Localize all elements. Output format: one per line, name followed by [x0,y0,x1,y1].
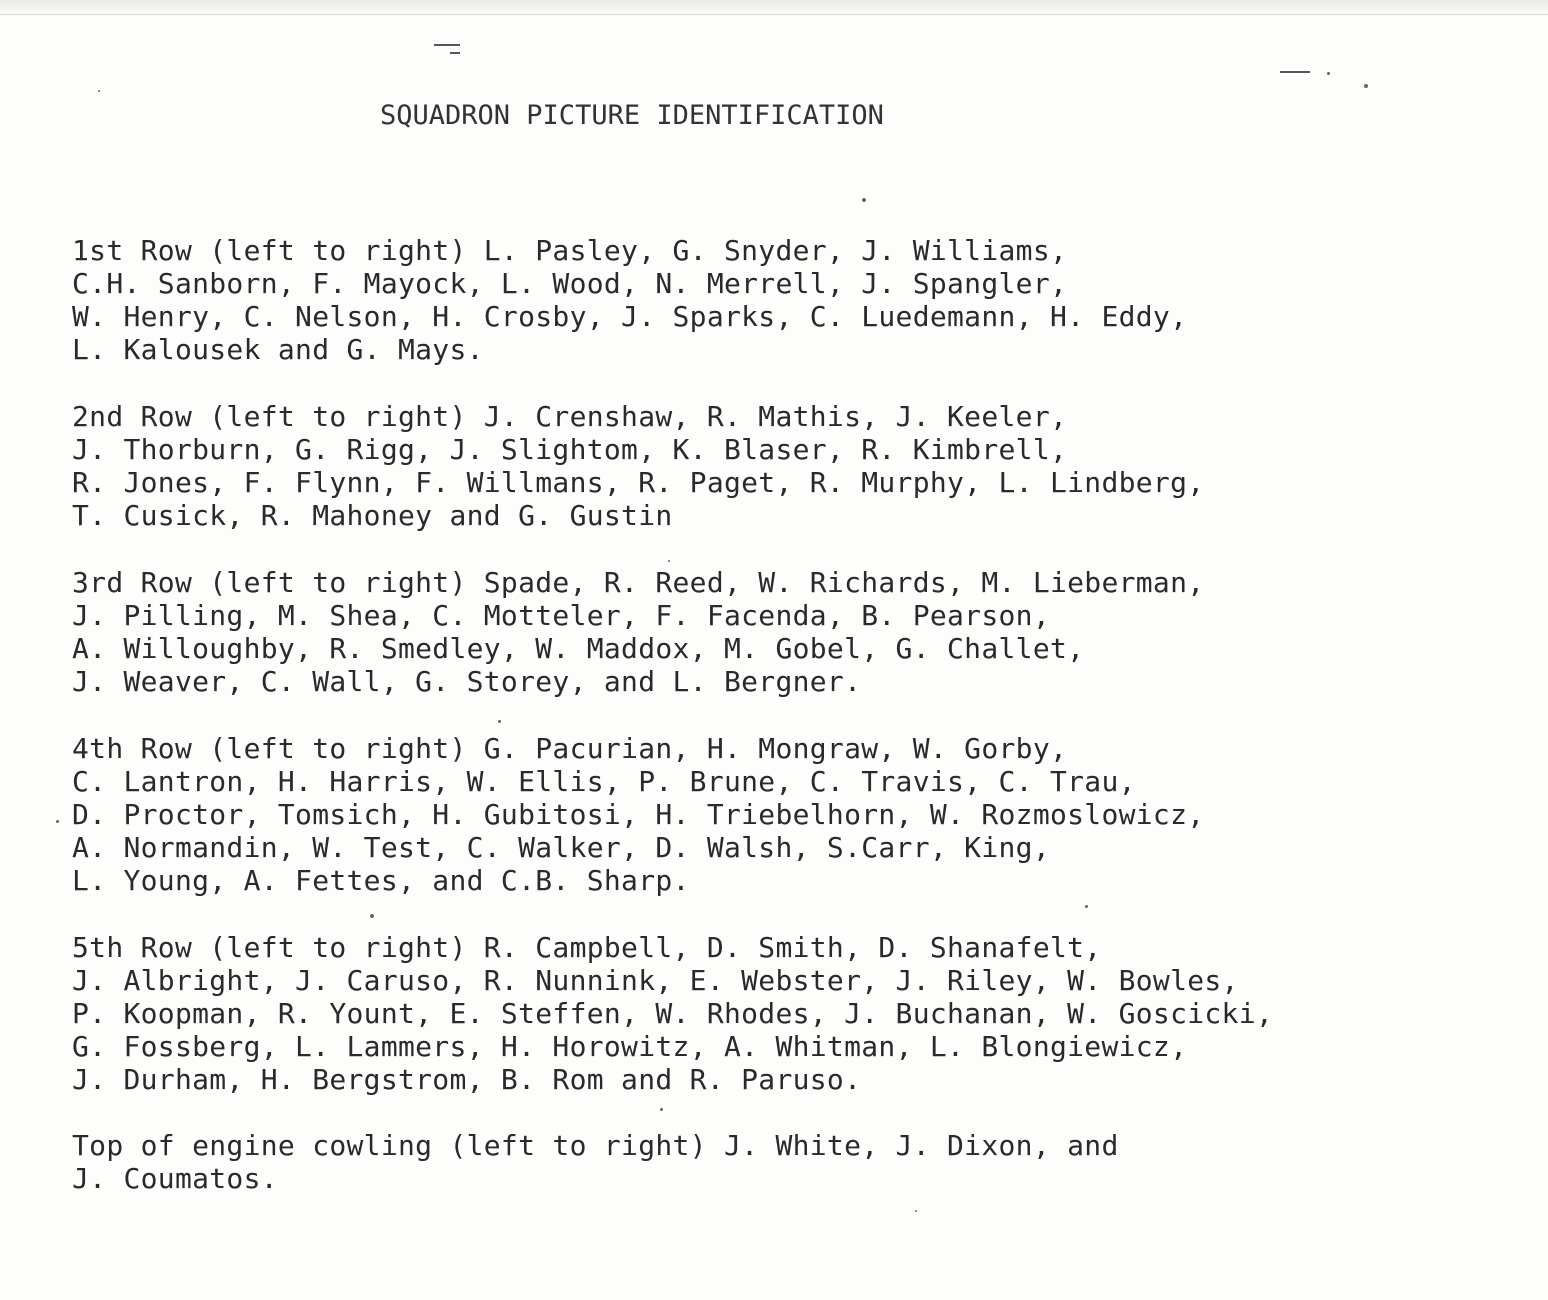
text-line: L. Young, A. Fettes, and C.B. Sharp. [72,864,690,897]
speck [498,720,501,723]
text-line: W. Henry, C. Nelson, H. Crosby, J. Sparks, C. Luedemann, H. Eddy, [72,300,1188,333]
text-line: 5th Row (left to right) R. Campbell, D. Smith, D. Shanafelt, [72,931,1102,964]
paragraph-row-2 [72,400,1204,532]
text-line: D. Proctor, Tomsich, H. Gubitosi, H. Triebelhorn, W. Rozmoslowicz, [72,798,1205,831]
speck [862,198,866,202]
paper-top-edge [0,0,1548,15]
speck [370,914,374,918]
speck [56,820,59,823]
speck [1327,72,1330,75]
paragraph-row-5 [72,931,1273,1096]
paragraph-row-3 [72,566,1204,698]
text-line: G. Fossberg, L. Lammers, H. Horowitz, A. Whitman, L. Blongiewicz, [72,1030,1188,1063]
text-line: J. Pilling, M. Shea, C. Motteler, F. Facenda, B. Pearson, [72,599,1050,632]
paragraph-row-1 [72,234,1187,366]
speck [660,1108,663,1111]
text-line: J. Albright, J. Caruso, R. Nunnink, E. Webster, J. Riley, W. Bowles, [72,964,1239,997]
speck [1364,84,1368,88]
text-line: J. Weaver, C. Wall, G. Storey, and L. Bergner. [72,665,862,698]
stray-mark [1280,71,1310,73]
speck [915,1210,917,1212]
text-line: L. Kalousek and G. Mays. [72,333,484,366]
page-title: SQUADRON PICTURE IDENTIFICATION [380,100,884,131]
text-line: Top of engine cowling (left to right) J. White, J. Dixon, and [72,1129,1119,1162]
text-line: J. Coumatos. [72,1162,278,1195]
text-line: J. Thorburn, G. Rigg, J. Slightom, K. Blaser, R. Kimbrell, [72,433,1068,466]
paragraph-row-4 [72,732,1204,897]
speck [98,90,100,92]
text-line: 2nd Row (left to right) J. Crenshaw, R. Mathis, J. Keeler, [72,400,1068,433]
text-line: P. Koopman, R. Yount, E. Steffen, W. Rhodes, J. Buchanan, W. Goscicki, [72,997,1274,1030]
paragraph-engine-cowling [72,1129,1119,1195]
text-line: A. Willoughby, R. Smedley, W. Maddox, M. Gobel, G. Challet, [72,632,1085,665]
speck [1085,905,1088,908]
text-line: R. Jones, F. Flynn, F. Willmans, R. Paget, R. Murphy, L. Lindberg, [72,466,1205,499]
text-line: J. Durham, H. Bergstrom, B. Rom and R. Paruso. [72,1063,862,1096]
text-line: T. Cusick, R. Mahoney and G. Gustin [72,499,673,532]
text-line: C.H. Sanborn, F. Mayock, L. Wood, N. Merrell, J. Spangler, [72,267,1068,300]
text-line: 4th Row (left to right) G. Pacurian, H. Mongraw, W. Gorby, [72,732,1068,765]
text-line: A. Normandin, W. Test, C. Walker, D. Walsh, S.Carr, King, [72,831,1050,864]
text-line: C. Lantron, H. Harris, W. Ellis, P. Brune, C. Travis, C. Trau, [72,765,1136,798]
stray-mark [450,52,460,54]
stray-mark [434,44,460,46]
speck [668,560,670,562]
text-line: 3rd Row (left to right) Spade, R. Reed, W. Richards, M. Lieberman, [72,566,1205,599]
text-line: 1st Row (left to right) L. Pasley, G. Snyder, J. Williams, [72,234,1068,267]
